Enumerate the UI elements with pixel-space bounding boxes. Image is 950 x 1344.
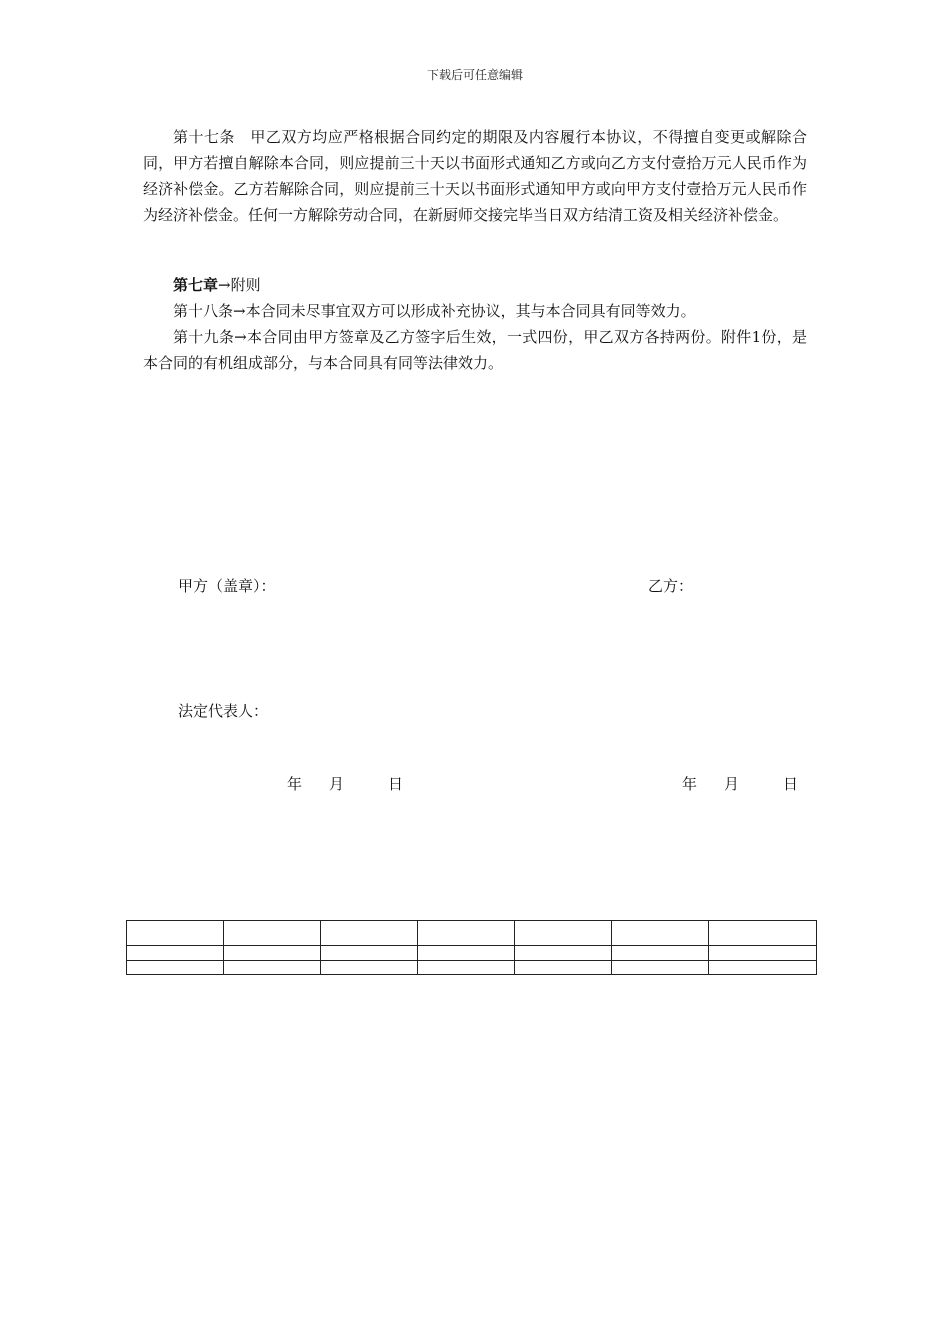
table-cell [612, 961, 709, 975]
table-cell [321, 961, 418, 975]
table-cell [418, 961, 515, 975]
table-cell [418, 921, 515, 946]
header-note: 下载后可任意编辑 [426, 68, 523, 82]
chapter-7-title: 第七章 [173, 276, 219, 294]
party-b-label: 乙方： [648, 577, 694, 595]
table-cell [224, 921, 321, 946]
table-row [127, 946, 817, 961]
date-day-label: 日 [783, 775, 799, 793]
table-cell [127, 921, 224, 946]
table-cell [224, 946, 321, 961]
table-cell [515, 946, 612, 961]
chapter-7-heading [143, 272, 807, 298]
article-18: 第十八条→本合同未尽事宜双方可以形成补充协议，其与本合同具有同等效力。 [173, 302, 696, 320]
table-cell [709, 921, 817, 946]
date-year-label: 年 [682, 775, 698, 793]
table-cell [321, 921, 418, 946]
table-cell [515, 961, 612, 975]
date-day-label: 日 [388, 775, 404, 793]
party-a-label: 甲方（盖章）： [178, 577, 276, 595]
date-year-label: 年 [287, 775, 303, 793]
table-cell [612, 921, 709, 946]
blank-table [126, 920, 817, 975]
article-17: 第十七条 甲乙双方均应严格根据合同约定的期限及内容履行本协议，不得擅自变更或解除合同，甲方若擅自解除本合同，则应提前三十天以书面形式通知乙方或向乙方支付壹拾万元人民币作为经济补偿金。乙方若解除合同，则应提前三十天以书面形式通知甲方或向甲方支付壹拾万元人民币作为经济补偿金。任何一方解除劳动合同，在新厨师交接完毕当日双方结清工资及相关经济补偿金。 [143, 128, 807, 224]
table-cell [127, 946, 224, 961]
table-cell [612, 946, 709, 961]
table-cell [709, 946, 817, 961]
date-month-label: 月 [724, 775, 740, 793]
legal-rep-label: 法定代表人： [178, 702, 269, 720]
table-cell [515, 921, 612, 946]
chapter-7-name: 附则 [230, 276, 261, 294]
table-cell [224, 961, 321, 975]
arrow-icon: → [218, 276, 231, 294]
table-cell [709, 961, 817, 975]
table-cell [127, 961, 224, 975]
table-row [127, 921, 817, 946]
date-month-label: 月 [329, 775, 345, 793]
article-19: 第十九条→本合同由甲方签章及乙方签字后生效，一式四份，甲乙双方各持两份。附件1份，是本合同的有机组成部分，与本合同具有同等法律效力。 [143, 328, 807, 372]
table-cell [321, 946, 418, 961]
table-row [127, 961, 817, 975]
table-cell [418, 946, 515, 961]
